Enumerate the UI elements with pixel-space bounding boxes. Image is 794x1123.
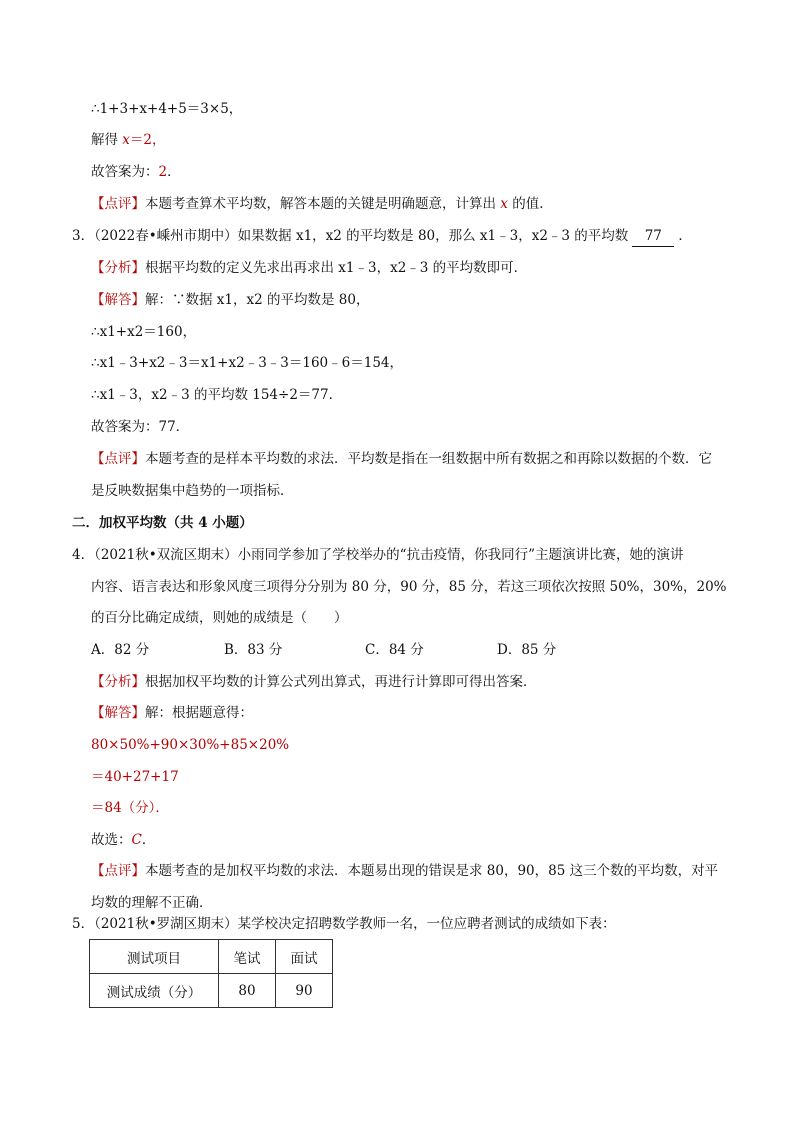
option-b: B．83 分 (224, 642, 283, 658)
q4-comment1 (91, 861, 718, 881)
option-d: D．85 分 (497, 642, 557, 658)
q4-calc3 (91, 798, 169, 818)
comment-text: 本题考查算术平均数，解答本题的关键是明确题意，计算出 (145, 196, 501, 212)
q4-comment2 (91, 893, 213, 913)
solution-text: 解：根据题意得： (145, 705, 253, 721)
answer-prefix: 故答案为： (91, 164, 159, 180)
q4-stem2 (91, 577, 727, 597)
analysis-tag: 【分析】 (91, 674, 145, 690)
comment-line (91, 194, 553, 214)
q3-comment1 (91, 449, 712, 469)
q3-number: 3． (72, 228, 95, 244)
q3-step2 (91, 353, 403, 373)
comment-tag: 【点评】 (91, 196, 145, 212)
comment-suffix: 的值． (507, 196, 553, 212)
step-text: ∴x1+x2＝160， (91, 324, 197, 340)
solve-value: ＝2， (129, 132, 166, 148)
q3-stem-suffix: ． (678, 228, 692, 244)
analysis-text: 根据平均数的定义先求出再求出 x1﹣3，x2﹣3 的平均数即可． (145, 260, 528, 276)
option-c: C．84 分 (365, 642, 424, 658)
q3-analysis (91, 258, 527, 278)
q3-answer (91, 417, 189, 437)
choose-value: C (131, 832, 142, 848)
q5-stem (72, 914, 616, 934)
analysis-tag: 【分析】 (91, 260, 145, 276)
analysis-text: 根据加权平均数的计算公式列出算式，再进行计算即可得出答案． (145, 674, 537, 690)
comment-text: 均数的理解不正确． (91, 895, 213, 911)
solve-var: x (122, 132, 130, 148)
q5-stem-text: （2021秋•罗湖区期末）某学校决定招聘数学教师一名，一位应聘者测试的成绩如下表： (94, 916, 616, 932)
table-cell: 笔试 (219, 940, 276, 974)
answer-suffix: ． (167, 164, 181, 180)
choose-suffix: ． (141, 832, 156, 848)
equation-line (91, 99, 242, 119)
step-text: ∴x1﹣3，x2﹣3 的平均数 154÷2＝77． (91, 387, 343, 403)
q3-step3 (91, 385, 342, 405)
q3-stem-middle: x1，x2 的平均数是 80，那么 x1﹣3，x2﹣3 的平均数 (295, 228, 629, 244)
solution-tag: 【解答】 (91, 705, 145, 721)
answer-line (91, 162, 181, 182)
table-cell: 90 (276, 974, 333, 1008)
solution-text: 解：∵数据 x1，x2 的平均数是 80， (145, 292, 370, 308)
q3-answer-blank: 77 (632, 226, 674, 247)
comment-tag: 【点评】 (91, 863, 145, 879)
answer-value: 2 (158, 164, 168, 180)
answer-text: 故答案为：77． (91, 419, 190, 435)
table-cell: 80 (219, 974, 276, 1008)
table-header-row (90, 940, 333, 974)
table-cell: 测试成绩（分） (90, 974, 219, 1008)
q4-calc2 (91, 767, 179, 787)
section-heading (72, 513, 253, 533)
comment-tag: 【点评】 (91, 451, 145, 467)
q4-analysis (91, 672, 537, 692)
q4-stem-text: 内容、语言表达和形象风度三项得分分别为 80 分，90 分，85 分，若这三项依次按照 50%，30%，20% (91, 579, 727, 595)
solution-tag: 【解答】 (91, 292, 145, 308)
q3-step1 (91, 322, 196, 342)
q3-comment2 (91, 481, 294, 501)
q3-stem (72, 226, 692, 247)
q3-solution (91, 290, 369, 310)
score-table (89, 939, 333, 1008)
q4-stem3 (91, 608, 348, 628)
q4-stem-text: （2021秋•双流区期末）小雨同学参加了学校举办的“抗击疫情，你我同行”主题演讲比赛，她的演讲 (94, 547, 684, 563)
choose-prefix: 故选： (91, 832, 132, 848)
table-cell: 面试 (276, 940, 333, 974)
q4-stem-text: 的百分比确定成绩，则她的成绩是（ ） (91, 610, 348, 626)
q4-number: 4． (72, 547, 95, 563)
calc-text: ＝40+27+17 (91, 769, 179, 785)
q4-stem1 (72, 545, 683, 565)
comment-text: 本题考查的是加权平均数的求法．本题易出现的错误是求 80，90，85 这三个数的平均数，对平 (145, 863, 719, 879)
q4-solution (91, 703, 253, 723)
step-text: ∴x1﹣3+x2﹣3＝x1+x2﹣3﹣3＝160﹣6＝154， (91, 355, 404, 371)
comment-text: 本题考查的是样本平均数的求法．平均数是指在一组数据中所有数据之和再除以数据的个数．它 (145, 451, 712, 467)
solve-line (91, 130, 166, 150)
option-a: A．82 分 (91, 642, 150, 658)
section-title: 二．加权平均数（共 4 小题） (72, 515, 253, 531)
q3-stem-prefix: （2022春•嵊州市期中）如果数据 (94, 228, 296, 244)
calc-text: ＝84（分）． (91, 800, 169, 816)
q5-number: 5． (72, 916, 95, 932)
q4-calc1 (91, 735, 289, 755)
q4-choose (91, 830, 155, 850)
calc-text: 80×50%+90×30%+85×20% (91, 737, 290, 753)
solve-prefix: 解得 (91, 132, 123, 148)
table-cell: 测试项目 (90, 940, 219, 974)
eq-text: ∴1+3+x+4+5＝3×5， (91, 101, 243, 117)
comment-var: x (500, 196, 508, 212)
comment-text: 是反映数据集中趋势的一项指标． (91, 483, 294, 499)
table-row (90, 974, 333, 1008)
